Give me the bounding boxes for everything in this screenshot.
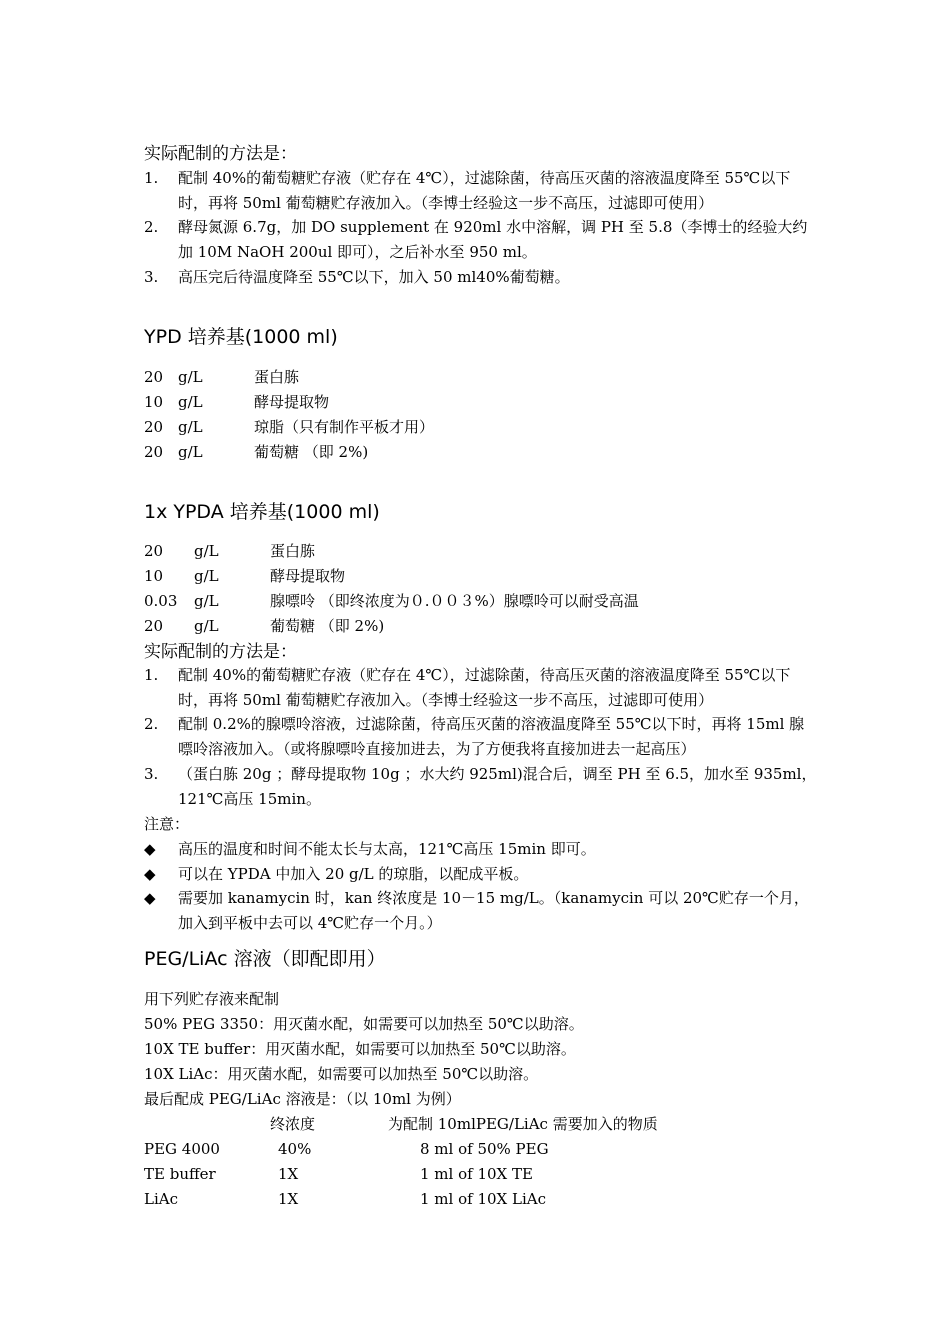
list-item-text: 配制 0.2%的腺嘌呤溶液，过滤除菌，待高压灭菌的溶液温度降至 55℃以下时，再将 15ml 腺嘌呤溶液加入。（或将腺嘌呤直接加进去，为了方便我将直接加进去一起高压） [178,715,805,758]
reagent-cell: LiAc [144,1190,178,1208]
ypda-intro: 实际配制的方法是： [144,642,297,662]
peg-heading: PEG/LiAc 溶液（即配即用） [144,948,386,970]
section1-intro: 实际配制的方法是： [144,144,297,164]
ypd-heading: YPD 培养基(1000 ml) [144,326,338,348]
reagent-cell: PEG 4000 [144,1140,220,1158]
list-item-number: 2. [144,218,159,236]
list-item-text: 配制 40%的葡萄糖贮存液（贮存在 4℃），过滤除菌，待高压灭菌的溶液温度降至 55℃以下时，再将 50ml 葡萄糖贮存液加入。（李博士经验这一步不高压，过滤即可使用） [178,666,791,709]
note-text: 需要加 kanamycin 时，kan 终浓度是 10－15 mg/L。（kanamycin 可以 20℃贮存一个月，加入到平板中去可以 4℃贮存一个月。） [178,889,809,932]
amount-cell: 20 [144,542,164,560]
additive-cell: 1 ml of 10X LiAc [420,1190,546,1208]
list-item-number: 1. [144,169,159,187]
list-item-text: 配制 40%的葡萄糖贮存液（贮存在 4℃），过滤除菌，待高压灭菌的溶液温度降至 55℃以下时，再将 50ml 葡萄糖贮存液加入。（李博士经验这一步不高压，过滤即可使用） [178,169,791,212]
amount-cell: 20 [144,443,164,461]
list-item [144,265,824,290]
note-text: 高压的温度和时间不能太长与太高，121℃高压 15min 即可。 [178,840,596,858]
unit-cell: g/L [178,443,203,461]
unit-cell: g/L [178,393,203,411]
header-concentration: 终浓度 [270,1115,316,1133]
list-item-number: 2. [144,715,159,733]
amount-cell: 20 [144,368,164,386]
list-item-text: 酵母氮源 6.7g，加 DO supplement 在 920ml 水中溶解，调 PH 至 5.8（李博士的经验大约加 10M NaOH 200ul 即可），之后补水至 950 ml。 [178,218,808,261]
unit-cell: g/L [194,567,219,585]
additive-cell: 8 ml of 50% PEG [420,1140,549,1158]
ingredient-cell: 酵母提取物 [254,393,330,411]
amount-cell: 20 [144,617,164,635]
note-item [144,862,824,887]
concentration-cell: 40% [278,1140,312,1158]
peg-line: 50% PEG 3350：用灭菌水配，如需要可以加热至 50℃以助溶。 [144,1015,584,1033]
ingredient-cell: 琼脂（只有制作平板才用） [254,418,435,436]
list-item-text: （蛋白胨 20g ；酵母提取物 10g ；水大约 925ml)混合后，调至 PH 至 6.5，加水至 935ml，121℃高压 15min。 [178,765,817,808]
list-item-number: 3. [144,268,159,286]
unit-cell: g/L [194,617,219,635]
ingredient-cell: 葡萄糖 （即 2%) [270,617,385,635]
list-item [144,166,824,216]
unit-cell: g/L [178,418,203,436]
list-item [144,762,824,812]
header-additive: 为配制 10mlPEG/LiAc 需要加入的物质 [388,1115,658,1133]
list-item-number: 1. [144,666,159,684]
unit-cell: g/L [194,542,219,560]
unit-cell: g/L [194,592,219,610]
diamond-bullet-icon: ◆ [144,840,156,858]
peg-line: 用下列贮存液来配制 [144,990,280,1008]
ingredient-cell: 葡萄糖 （即 2%) [254,443,369,461]
notes-label: 注意： [144,815,190,833]
note-item [144,837,824,862]
ingredient-cell: 腺嘌呤 （即终浓度为０.００３%）腺嘌呤可以耐受高温 [270,592,639,610]
ingredient-cell: 蛋白胨 [270,542,316,560]
unit-cell: g/L [178,368,203,386]
diamond-bullet-icon: ◆ [144,865,156,883]
amount-cell: 10 [144,393,164,411]
amount-cell: 20 [144,418,164,436]
amount-cell: 0.03 [144,592,178,610]
note-text: 可以在 YPDA 中加入 20 g/L 的琼脂，以配成平板。 [178,865,529,883]
amount-cell: 10 [144,567,164,585]
ingredient-cell: 蛋白胨 [254,368,300,386]
ypda-heading: 1x YPDA 培养基(1000 ml) [144,501,380,523]
list-item [144,215,824,265]
ingredient-cell: 酵母提取物 [270,567,346,585]
list-item [144,712,824,762]
concentration-cell: 1X [278,1190,299,1208]
additive-cell: 1 ml of 10X TE [420,1165,533,1183]
peg-line: 10X TE buffer：用灭菌水配，如需要可以加热至 50℃以助溶。 [144,1040,576,1058]
peg-line: 10X LiAc：用灭菌水配，如需要可以加热至 50℃以助溶。 [144,1065,539,1083]
peg-line: 最后配成 PEG/LiAc 溶液是：（以 10ml 为例） [144,1090,461,1108]
diamond-bullet-icon: ◆ [144,889,156,907]
concentration-cell: 1X [278,1165,299,1183]
list-item-number: 3. [144,765,159,783]
list-item-text: 高压完后待温度降至 55℃以下，加入 50 ml40%葡萄糖。 [178,268,570,286]
list-item [144,663,824,713]
note-item [144,886,824,936]
reagent-cell: TE buffer [144,1165,216,1183]
